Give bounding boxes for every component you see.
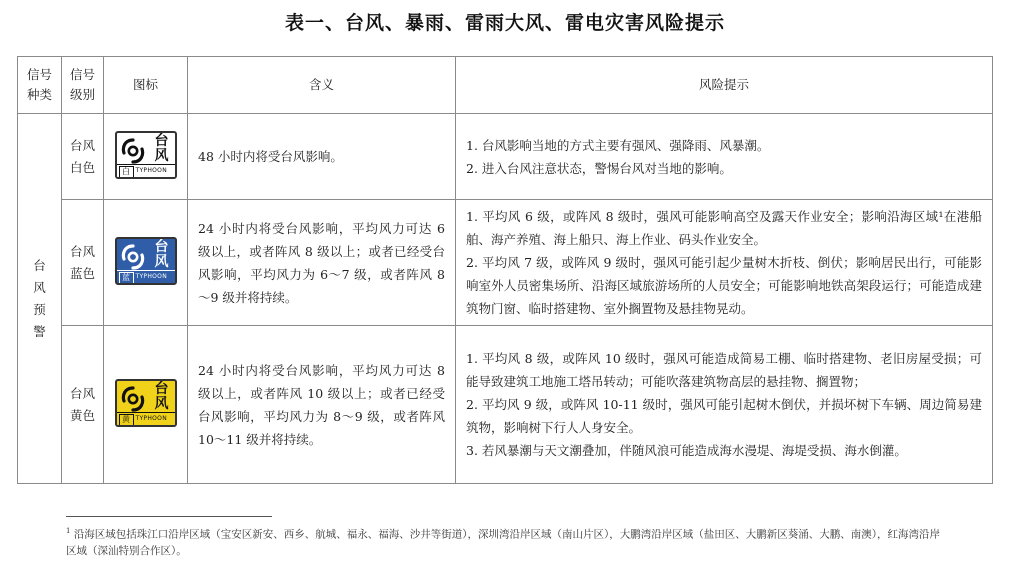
typhoon-white-icon: [115, 131, 177, 179]
icon-char: 风: [154, 396, 169, 412]
page-title: 表一、台风、暴雨、雷雨大风、雷电灾害风险提示: [284, 12, 725, 34]
risk-item: 2. 进入台风注意状态，警惕台风对当地的影响。: [466, 160, 732, 176]
header-signal-type-line: 种类: [26, 87, 52, 102]
risk-item: 3. 若风暴潮与天文潮叠加，伴随风浪可能造成海水漫堤、海堤受损、海水倒灌。: [466, 443, 907, 458]
footnote-text: 沿海区域包括珠江口沿岸区域（宝安区新安、西乡、航城、福永、福海、沙井等街道），深圳湾沿岸区域（南山片区），大鹏湾沿岸区域（盐田区、大鹏新区葵涌、大鹏、南澳），红海湾沿岸区域（深汕特别合作区）。: [66, 528, 941, 557]
icon-chars: [148, 134, 176, 164]
icon-level-bar: [117, 270, 175, 283]
risk-table: [17, 56, 993, 484]
typhoon-swirl-icon: [120, 243, 146, 271]
header-signal-type-line: 信号: [26, 67, 52, 82]
icon-en-label: TYPHOON: [135, 415, 167, 422]
icon-chars: [148, 240, 176, 270]
signal-type-char: 台: [33, 257, 46, 273]
signal-type-char: 预: [33, 301, 46, 317]
risk-item: 1. 台风影响当地的方式主要有强风、强降雨、风暴潮。: [466, 137, 770, 153]
table-header-row: [18, 57, 993, 114]
risk-item: 2. 平均风 7 级，或阵风 9 级时，强风可能引起少量树木折枝、倒伏；影响居民出行，可能影响室外人员密集场所、沿海区域旅游场所的人员安全；可能影响地铁高架段运行；可能造成建筑物门窗、临时搭建物、室外搁置物及悬挂物晃动。: [466, 255, 982, 316]
icon-level-char: 黄: [119, 414, 134, 426]
footnote: [66, 523, 946, 559]
signal-level-cell: [62, 326, 104, 484]
risk-cell: [456, 114, 993, 200]
footnote-divider: [66, 516, 272, 517]
icon-cell: [104, 326, 188, 484]
icon-char: 台: [154, 239, 169, 255]
icon-cell: [104, 200, 188, 326]
header-signal-level: [62, 57, 104, 114]
icon-en-label: TYPHOON: [135, 273, 167, 280]
table-row: [18, 200, 993, 326]
header-icon: 图标: [104, 57, 188, 114]
signal-level-line: 台风: [69, 137, 95, 153]
risk-item: 1. 平均风 8 级，或阵风 10 级时，强风可能造成简易工棚、临时搭建物、老旧房屋受损；可能导致建筑工地施工塔吊转动；可能吹落建筑物高层的悬挂物、搁置物；: [466, 351, 982, 389]
table-row: [18, 114, 993, 200]
typhoon-yellow-icon: [115, 379, 177, 427]
typhoon-swirl-icon: [120, 385, 146, 413]
icon-level-bar: [117, 164, 175, 177]
icon-char: 风: [154, 254, 169, 270]
icon-char: 台: [154, 133, 169, 149]
icon-level-bar: [117, 412, 175, 425]
signal-level-line: 蓝色: [69, 265, 95, 281]
signal-type-char: 警: [33, 323, 46, 339]
signal-level-cell: [62, 114, 104, 200]
header-signal-type: [18, 57, 62, 114]
icon-char: 台: [154, 381, 169, 397]
header-meaning: 含义: [188, 57, 456, 114]
icon-chars: [148, 382, 176, 412]
signal-type-cell: [18, 114, 62, 484]
icon-char: 风: [154, 148, 169, 164]
signal-level-line: 台风: [69, 385, 95, 401]
icon-en-label: TYPHOON: [135, 167, 167, 174]
risk-cell: [456, 326, 993, 484]
header-risk: 风险提示: [456, 57, 993, 114]
signal-level-line: 白色: [69, 159, 95, 175]
table-row: [18, 326, 993, 484]
risk-item: 1. 平均风 6 级，或阵风 8 级时，强风可能影响高空及露天作业安全；影响沿海区域¹在港船舶、海产养殖、海上船只、海上作业、码头作业安全。: [466, 209, 982, 247]
meaning-cell: 48 小时内将受台风影响。: [188, 114, 456, 200]
signal-type-char: 风: [33, 279, 46, 295]
header-signal-level-line: 级别: [69, 87, 95, 102]
signal-level-line: 黄色: [69, 407, 95, 423]
meaning-cell: 24 小时内将受台风影响，平均风力可达 8 级以上，或者阵风 10 级以上；或者已经受台风影响，平均风力为 8～9 级，或者阵风 10～11 级并将持续。: [188, 326, 456, 484]
icon-level-char: 蓝: [119, 272, 134, 284]
meaning-cell: 24 小时内将受台风影响，平均风力可达 6 级以上，或者阵风 8 级以上；或者已经受台风影响，平均风力为 6～7 级，或者阵风 8～9 级并将持续。: [188, 200, 456, 326]
footnote-mark: 1: [66, 527, 71, 535]
signal-level-cell: [62, 200, 104, 326]
icon-level-char: 白: [119, 166, 134, 178]
header-signal-level-line: 信号: [69, 67, 95, 82]
risk-cell: [456, 200, 993, 326]
typhoon-blue-icon: [115, 237, 177, 285]
typhoon-swirl-icon: [120, 137, 146, 165]
icon-cell: [104, 114, 188, 200]
signal-level-line: 台风: [69, 243, 95, 259]
risk-item: 2. 平均风 9 级，或阵风 10-11 级时，强风可能引起树木倒伏，并损坏树下车辆、周边简易建筑物，影响树下行人人身安全。: [466, 397, 982, 435]
